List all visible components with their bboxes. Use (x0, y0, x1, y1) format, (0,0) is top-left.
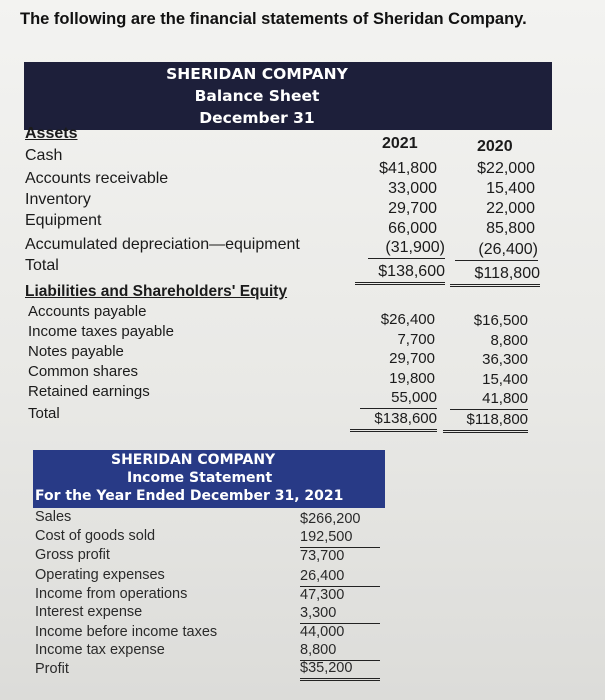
row-value: 47,300 (300, 587, 345, 603)
row-label: Retained earnings (28, 383, 150, 400)
row-value: $266,200 (300, 511, 361, 527)
value-2020: $118,800 (466, 411, 528, 428)
value-2020: (26,400) (478, 241, 538, 258)
row-label: Common shares (28, 363, 139, 380)
balance-sheet-header (24, 62, 552, 130)
row-label: Interest expense (35, 604, 143, 620)
row-label: Notes payable (28, 343, 124, 360)
row-value: 8,800 (300, 642, 337, 658)
row-label: Sales (35, 509, 72, 525)
value-2021: $138,600 (378, 263, 445, 280)
value-2021: 29,700 (389, 350, 435, 367)
row-label: Total (28, 405, 60, 422)
value-2021: 33,000 (388, 180, 437, 197)
row-value: 26,400 (300, 568, 345, 584)
liabilities-heading: Liabilities and Shareholders' Equity (25, 283, 288, 300)
value-2021: 19,800 (389, 370, 435, 387)
row-value: 44,000 (300, 624, 345, 640)
row-label: Income before income taxes (35, 624, 218, 640)
row-label: Inventory (25, 191, 91, 208)
row-label: Income from operations (35, 586, 188, 602)
income-statement-header (33, 450, 385, 508)
is-company: SHERIDAN COMPANY (111, 452, 276, 468)
row-label: Profit (35, 661, 69, 677)
value-2020: $118,800 (474, 265, 540, 282)
row-value: 3,300 (300, 605, 337, 621)
value-2020: 36,300 (482, 351, 528, 368)
value-2021: 29,700 (388, 200, 437, 217)
row-label: Accounts payable (28, 303, 147, 320)
value-2021: $26,400 (380, 311, 435, 328)
row-label: Accumulated depreciation—equipment (25, 236, 300, 253)
row-value: 73,700 (300, 548, 345, 564)
row-label: Cash (25, 147, 63, 164)
intro-text: The following are the financial statements of Sheridan Company. (20, 10, 527, 28)
bs-title: Balance Sheet (194, 87, 320, 105)
row-label: Operating expenses (35, 567, 165, 583)
value-2020: $22,000 (477, 160, 535, 177)
is-period: For the Year Ended December 31, 2021 (35, 488, 344, 504)
bs-date: December 31 (199, 109, 315, 127)
value-2020: 15,400 (482, 371, 528, 388)
col-2020: 2020 (477, 138, 513, 155)
col-2021: 2021 (382, 135, 418, 152)
row-label: Accounts receivable (25, 170, 169, 187)
value-2021: $138,600 (374, 410, 437, 427)
value-2020: $16,500 (473, 312, 528, 329)
row-value: 192,500 (300, 529, 353, 545)
row-label: Cost of goods sold (35, 528, 156, 544)
value-2021: $41,800 (379, 160, 437, 177)
assets-heading: Assets (25, 125, 78, 142)
value-2021: 7,700 (397, 331, 435, 348)
row-label: Equipment (25, 212, 102, 229)
row-label: Gross profit (35, 547, 110, 563)
value-2021: (31,900) (385, 239, 445, 256)
is-title: Income Statement (127, 470, 273, 486)
value-2020: 85,800 (486, 220, 535, 237)
value-2020: 22,000 (486, 200, 535, 217)
bs-company: SHERIDAN COMPANY (166, 65, 348, 83)
row-label: Income taxes payable (28, 323, 174, 340)
value-2020: 15,400 (486, 180, 535, 197)
row-label: Total (25, 257, 59, 274)
row-value: $35,200 (300, 660, 353, 676)
value-2021: 55,000 (391, 389, 437, 406)
value-2020: 41,800 (482, 390, 528, 407)
row-label: Income tax expense (35, 642, 165, 658)
value-2021: 66,000 (388, 220, 437, 237)
value-2020: 8,800 (490, 332, 528, 349)
